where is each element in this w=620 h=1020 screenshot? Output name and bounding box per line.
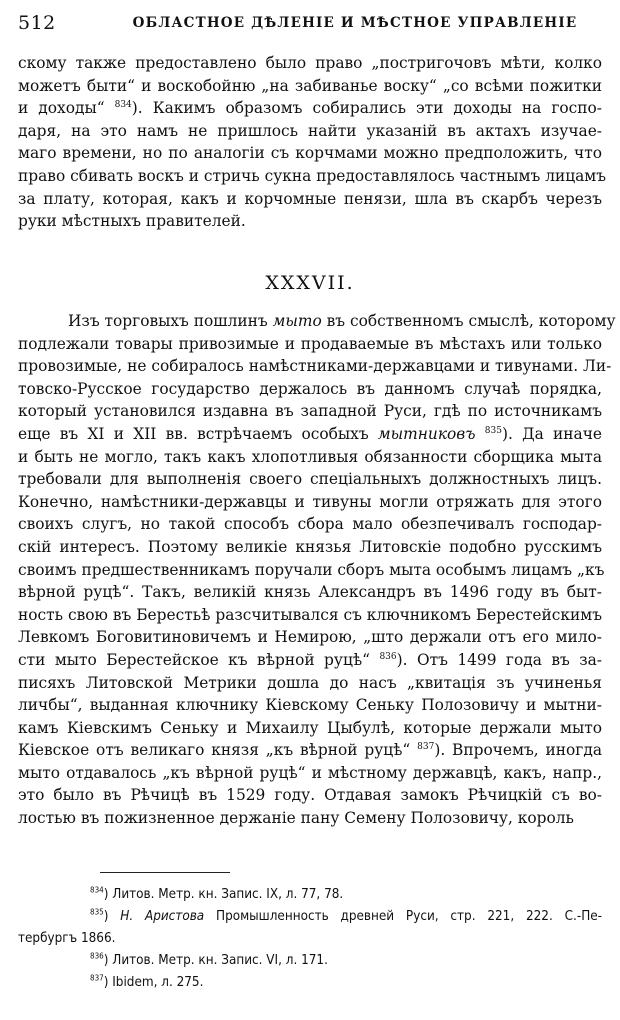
text-line: сти мыто Берестейское къ вѣрной руцѣ“ $^{836}$). Отъ 1499 года въ за- (18, 650, 602, 669)
text-line: руки мѣстныхъ правителей. (18, 212, 246, 231)
running-title: ОБЛАСТНОЕ ДѢЛЕНІЕ И МѢСТНОЕ УПРАВЛЕНІЕ (132, 15, 578, 31)
text-line: и быть не могло, такъ какъ хлопотливыя обязанности сборщика мыта (18, 447, 602, 466)
text-line: подлежали товары привозимые и продаваемые въ мѣстахъ или только (18, 334, 602, 353)
footnote-mark: 837 (90, 973, 104, 983)
text-line: своихъ слугъ, но такой способъ сбора мало обезпечивалъ господар- (18, 515, 602, 534)
text-line: личбы“, выданная ключнику Кіевскому Сеньку Полозовичу и мытни- (18, 696, 602, 715)
footnote: тербургъ 1866. (18, 931, 116, 946)
text-line: скій интересъ. Поэтому великіе князья Литовскіе подобно русскимъ (18, 537, 602, 556)
chapter-number: XXXVII. (265, 272, 355, 294)
text-line: за плату, которая, какъ и корчомные пенязи, шла въ скарбъ черезъ (18, 189, 602, 208)
page-number: 512 (18, 12, 56, 34)
footnote: $^{836}$) Литов. Метр. кн. Запис. VI, л. 171. (90, 951, 328, 968)
text-line: еще въ XI и XII вв. встрѣчаемъ особыхъ мытниковъ $^{835}$). Да иначе (18, 424, 602, 443)
text-line: и доходы“ $^{834}$). Какимъ образомъ собирались эти доходы на госпо- (18, 99, 602, 118)
text-line: требовали для выполненія своего спеціальныхъ должностныхъ лицъ. (18, 470, 602, 489)
text-line: можетъ быти“ и воскобойню „на забиванье воску“ „со всѣми пожитки (18, 76, 602, 95)
footnote-separator (100, 872, 230, 873)
text-line: писяхъ Литовской Метрики дошла до насъ „квитація зъ учиненья (18, 673, 602, 692)
text-line: это было въ Рѣчицѣ въ 1529 году. Отдавая замокъ Рѣчицкій съ во- (18, 786, 602, 805)
text-line: Изъ торговыхъ пошлинъ мыто въ собственномъ смыслѣ, которому (68, 312, 616, 330)
text-line: своимъ предшественникамъ поручали сборъ мыта особымъ лицамъ „къ (18, 560, 605, 579)
text-line: маго времени, но по аналогіи съ корчмами можно предположить, что (18, 144, 602, 163)
text-line: ность свою въ Берестьѣ разсчитывался съ ключникомъ Берестейскимъ (18, 605, 602, 624)
text-line: даря, на это намъ не пришлось найти указаній въ актахъ изучае- (18, 121, 602, 140)
text-line: Левкомъ Боговитиновичемъ и Немирою, „што держали отъ его мило- (18, 628, 602, 647)
footnotes (18, 884, 602, 994)
text-line: право сбивать воскъ и стричь сукна предоставлялось частнымъ лицамъ (18, 166, 607, 185)
text-line: провозимые, не собиралось намѣстниками-державцами и тивунами. Ли- (18, 357, 612, 376)
footnote: $^{835}$) Н. Аристова Промышленность древней Руси, стр. 221, 222. С.-Пе- (90, 907, 603, 924)
page-header (18, 12, 602, 38)
text-line: камъ Кіевскимъ Сеньку и Михаилу Цыбулѣ, которые держали мыто (18, 718, 602, 737)
text-line: который установился издавна въ западной Руси, гдѣ по источникамъ (18, 402, 602, 421)
footnote-mark: 836 (90, 951, 104, 961)
text-line: Конечно, намѣстники-державцы и тивуны могли отряжать для этого (18, 492, 602, 511)
text-line: лостью въ пожизненное держаніе пану Семену Полозовичу, король (18, 809, 574, 828)
text-line: скому также предоставлено было право „постригочовъ мѣти, колко (18, 54, 602, 72)
footnote: $^{837}$) Ibidem, л. 275. (90, 973, 204, 990)
text-line: мыто отдавалось „къ вѣрной руцѣ“ и мѣстному державцѣ, какъ, напр., (18, 763, 602, 782)
text-line: товско-Русское государство держалось въ данномъ случаѣ порядка, (18, 379, 602, 398)
footnote: $^{834}$) Литов. Метр. кн. Запис. IX, л. 77, 78. (90, 885, 344, 902)
text-line: Кіевское отъ великаго князя „къ вѣрной руцѣ“ $^{837}$). Впрочемъ, иногда (18, 741, 603, 760)
paragraph-continued (18, 52, 607, 233)
text-line: вѣрной руцѣ“. Такъ, великій князь Александръ въ 1496 году въ быт- (18, 583, 602, 602)
paragraph-xxxvii (18, 310, 616, 830)
footnote-mark: 835 (90, 907, 104, 917)
footnote-mark: 834 (90, 885, 104, 895)
